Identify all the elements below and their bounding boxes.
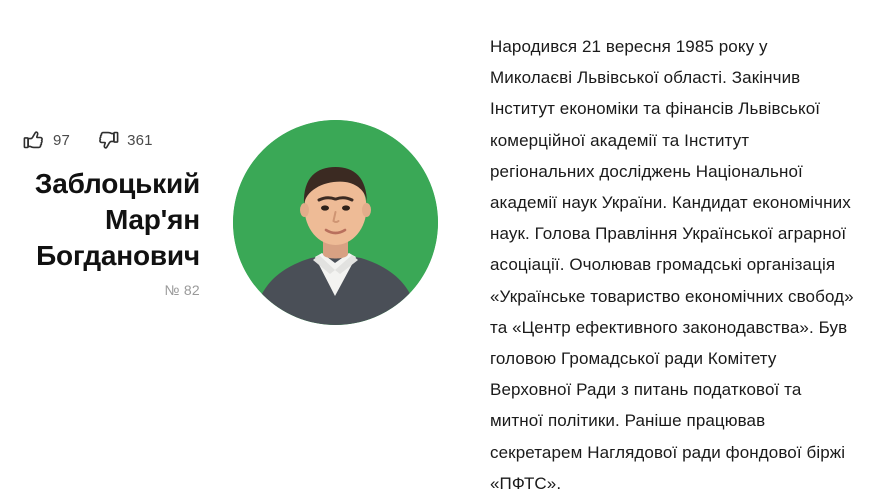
profile-left-panel [0, 0, 462, 446]
profile-right-panel [462, 0, 882, 493]
downvote-group[interactable] [96, 128, 153, 152]
person-name-line-1: Заблоцький [34, 168, 200, 199]
avatar [233, 120, 438, 325]
upvote-count: 97 [53, 131, 71, 149]
person-name-line-2: Мар'ян [104, 204, 200, 235]
person-number: № 82 [164, 282, 200, 298]
person-name [0, 166, 200, 274]
thumbs-up-icon[interactable] [22, 128, 46, 152]
thumbs-down-icon[interactable] [96, 128, 120, 152]
upvote-group[interactable] [22, 128, 70, 152]
downvote-count: 361 [127, 131, 153, 149]
biography-text: Народився 21 вересня 1985 року у Миколаєві Львівської області. Закінчив Інститут економіки та фінансів Львівської комерційної академії та Інститут регіональних досліджень Національної академії наук України. Кандидат економічних наук. Голова Правління Української аграрної асоціації. Очолював громадські організація «Українське товариство економічних свобод» та «Центр ефективного законодавства». Був головою Громадської ради Комітету Верховної Ради з питань податкової та митної політики. Раніше працював секретарем Наглядової ради фондової біржі «ПФТС». [490, 37, 859, 493]
person-name-line-3: Богданович [36, 240, 200, 271]
vote-bar [22, 128, 153, 152]
